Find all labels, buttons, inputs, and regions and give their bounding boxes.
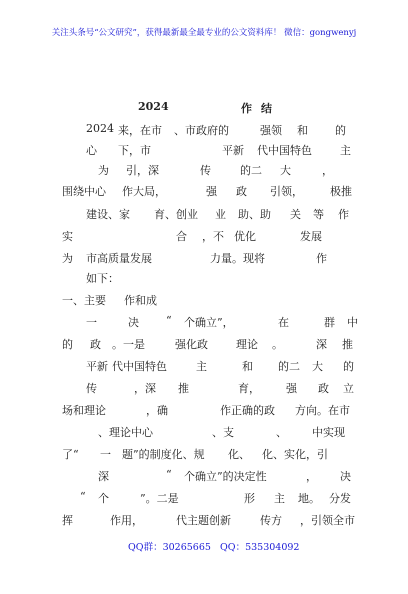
text-fragment: 合 (176, 230, 187, 243)
body-line (0, 292, 408, 312)
title-word-1: 作 (241, 102, 252, 115)
text-fragment: 、理论中心 (98, 426, 153, 439)
text-fragment: 推 (178, 382, 189, 395)
text-fragment: 代主题创新 (176, 514, 231, 527)
body-line (0, 446, 408, 466)
body-line (0, 183, 408, 203)
text-fragment: 育、创业 (154, 208, 198, 221)
text-fragment: 为 (98, 164, 109, 177)
text-fragment: 一、主要 (62, 294, 106, 307)
text-fragment: 深 (316, 338, 327, 351)
text-fragment: 作用， (110, 514, 143, 527)
text-fragment: 立 (343, 382, 354, 395)
text-fragment: 化、实化，引 (262, 448, 328, 461)
body-line (0, 142, 408, 162)
text-fragment: 个确立”的决定性 (184, 470, 267, 483)
text-fragment: 中实现 (312, 426, 345, 439)
text-fragment: 和 (242, 360, 253, 373)
text-fragment: 平新 (86, 360, 108, 373)
text-fragment: 政 (318, 382, 329, 395)
text-fragment: 传 (86, 382, 97, 395)
text-fragment: 代中国特色 (112, 360, 167, 373)
text-fragment: 作正确的政 (220, 404, 275, 417)
text-fragment: 传方 (260, 514, 282, 527)
text-fragment: “ (80, 490, 86, 503)
body-line (0, 380, 408, 400)
text-fragment: 大 (280, 164, 291, 177)
text-fragment: 和 (297, 124, 308, 137)
text-fragment: 平新 (222, 144, 244, 157)
text-fragment: 下，市 (118, 144, 151, 157)
title-year: 2024 (138, 100, 169, 113)
text-fragment: 主 (274, 492, 285, 505)
text-fragment: 在 (278, 316, 289, 329)
text-fragment: 为 (62, 252, 73, 265)
text-fragment: 政 (90, 338, 101, 351)
body-line (0, 336, 408, 356)
footer-qq-group: QQ群：30265665 (128, 542, 211, 553)
text-fragment: 引，深 (126, 164, 159, 177)
text-fragment: 强 (206, 185, 217, 198)
text-fragment: 强 (286, 382, 297, 395)
text-fragment: ，深 (134, 382, 156, 395)
text-fragment: 理论 (236, 338, 258, 351)
text-fragment: “ (166, 314, 172, 327)
header-note: 关注头条号“公文研究”，获得最新最全最专业的公文资料库！ 微信：gongwenyj (51, 28, 357, 38)
body-line (0, 228, 408, 248)
text-fragment: 作大局， (122, 185, 166, 198)
text-fragment: 个确立”， (184, 316, 234, 329)
text-fragment: 的二 (240, 164, 262, 177)
text-fragment: 强化政 (175, 338, 208, 351)
text-fragment: 深 (98, 470, 109, 483)
text-fragment: 关 (290, 208, 301, 221)
document-title (0, 100, 408, 116)
body-line (0, 402, 408, 422)
text-fragment: ，确 (146, 404, 168, 417)
text-fragment: 市高质量发展 (86, 252, 152, 265)
text-fragment: 传 (200, 164, 211, 177)
text-fragment: 了“ (62, 448, 79, 461)
text-fragment: 建设、家 (86, 208, 130, 221)
text-fragment: 、支 (212, 426, 234, 439)
body-line (0, 512, 408, 532)
text-fragment: 形 (244, 492, 255, 505)
text-fragment: 作和成 (124, 294, 157, 307)
text-fragment: 挥 (62, 514, 73, 527)
text-fragment: 题”的制度化、规 (122, 448, 205, 461)
text-fragment: 的 (343, 360, 354, 373)
text-fragment: 等 (313, 208, 324, 221)
text-fragment: 个 (98, 492, 109, 505)
text-fragment: 发展 (300, 230, 322, 243)
body-line (0, 424, 408, 444)
text-fragment: 场和理论 (62, 404, 106, 417)
text-fragment: 中 (347, 316, 358, 329)
text-fragment: 政 (236, 185, 247, 198)
text-fragment: 决 (128, 316, 139, 329)
footer-qq: QQ：535304092 (220, 542, 300, 553)
text-fragment: 、 (276, 426, 287, 439)
text-fragment: ， (322, 164, 333, 177)
text-fragment: 育， (238, 382, 260, 395)
body-line (0, 468, 408, 488)
body-line (0, 358, 408, 378)
text-fragment: 的二 (278, 360, 300, 373)
text-fragment: 的 (335, 124, 346, 137)
text-fragment: 作 (338, 208, 349, 221)
text-fragment: 极推 (330, 185, 352, 198)
text-fragment: 一 (100, 448, 111, 461)
body-line (0, 206, 408, 226)
text-fragment: 强领 (260, 124, 282, 137)
text-fragment: 的 (62, 338, 73, 351)
text-fragment: 业 (215, 208, 226, 221)
text-fragment: ，引领全市 (300, 514, 355, 527)
text-fragment: 实 (62, 230, 73, 243)
body-line (0, 490, 408, 510)
body-line (0, 270, 408, 290)
text-fragment: 方向。在市 (295, 404, 350, 417)
text-fragment: 推 (342, 338, 353, 351)
text-fragment: ”。二是 (140, 492, 179, 505)
text-fragment: ，不 (202, 230, 224, 243)
text-fragment: 主 (340, 144, 351, 157)
body-line (0, 250, 408, 270)
text-fragment: 围绕中心 (62, 185, 106, 198)
text-fragment: 分发 (329, 492, 351, 505)
title-word-2: 结 (261, 102, 272, 115)
text-fragment: ， (306, 470, 317, 483)
text-fragment: 地。 (298, 492, 320, 505)
text-fragment: 决 (340, 470, 351, 483)
text-fragment: 引领， (270, 185, 303, 198)
text-fragment: 。 (272, 338, 283, 351)
text-fragment: 。一是 (112, 338, 145, 351)
text-fragment: 如下： (86, 272, 119, 285)
text-fragment: 2024 (86, 122, 114, 135)
text-fragment: 化、 (228, 448, 250, 461)
footer-contact (0, 539, 408, 553)
body-line (0, 162, 408, 182)
text-fragment: 助、助 (238, 208, 271, 221)
text-fragment: 、市政府的 (174, 124, 229, 137)
text-fragment: 力量。现将 (210, 252, 265, 265)
text-fragment: 主 (196, 360, 207, 373)
text-fragment: 一 (86, 316, 97, 329)
body-line (0, 122, 408, 142)
text-fragment: 大 (312, 360, 323, 373)
text-fragment: 来，在市 (118, 124, 162, 137)
text-fragment: 群 (324, 316, 335, 329)
body-line (0, 314, 408, 334)
text-fragment: “ (166, 468, 172, 481)
text-fragment: 作 (316, 252, 327, 265)
text-fragment: 心 (86, 144, 97, 157)
text-fragment: 代中国特色 (257, 144, 312, 157)
text-fragment: 优化 (234, 230, 256, 243)
